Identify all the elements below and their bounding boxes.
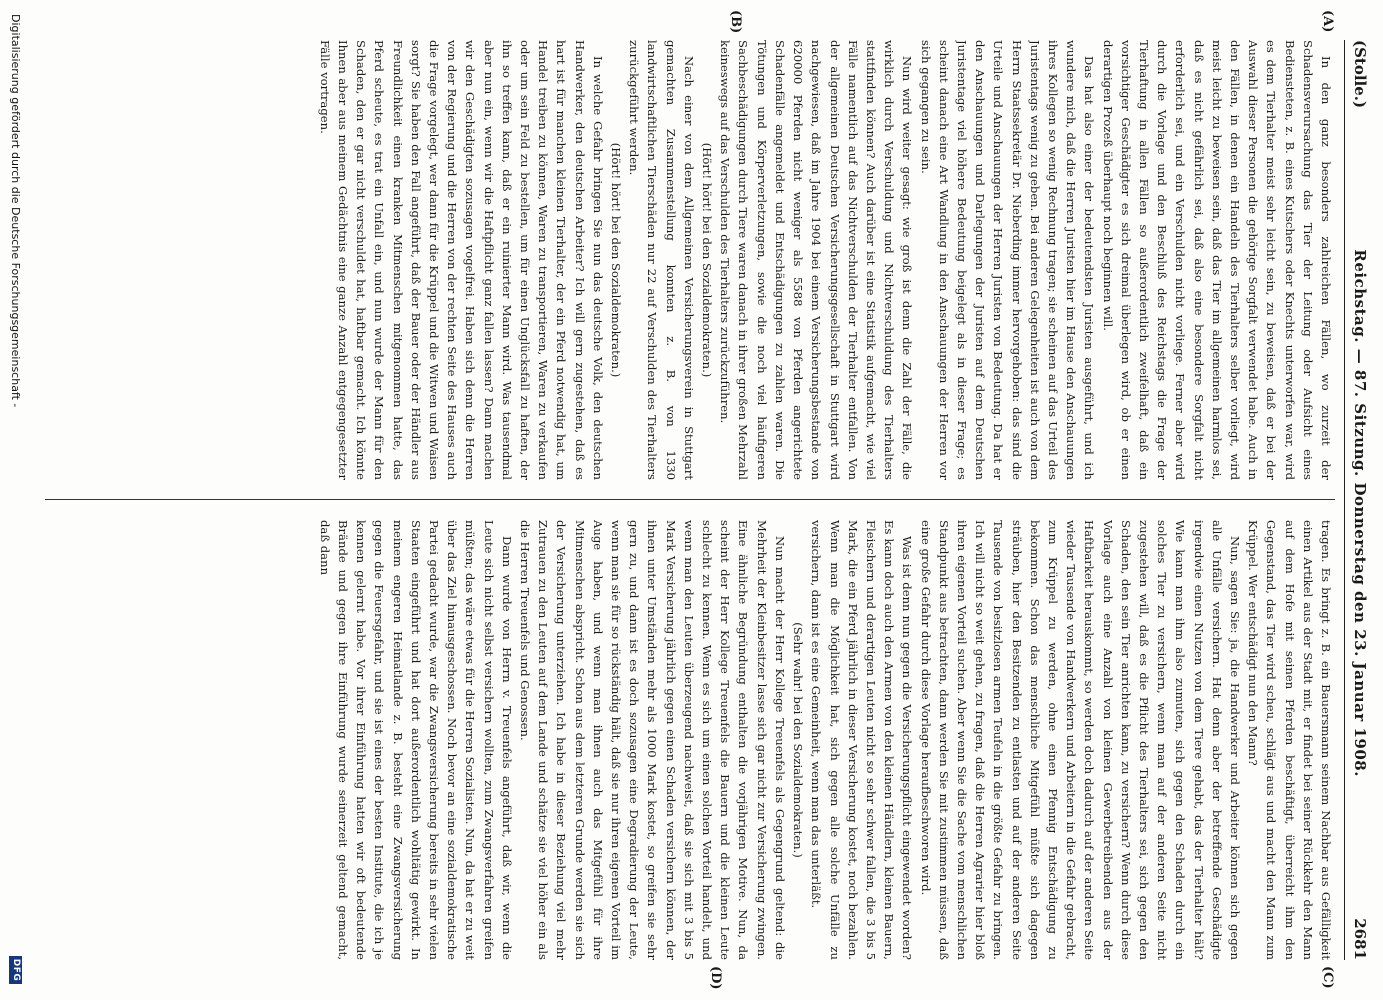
paragraph: Nun wird weiter gesagt: wie groß ist denn die Zahl der Fälle, die wirklich durch Verschuldung und Nichtverschuldung des Tierhalters stattfinden können? Auch darüber ist eine Statistik aufgemacht, wie viel Fälle namentlich auf das Nichtverschulden der Tierhalter entfallen. Von der allgemeinen Deutschen Versicherungsgesellschaft in Stuttgart wird nachgewiesen, daß im Jahre 1904 bei einem Versicherungsbestande von 620000 Pferden nicht weniger als 5588 von Pferden angerichtete Schadenfälle angemeldet und Entschädigungen zu zahlen waren. Die Tötungen und Körperverletzungen, sowie die noch viel häufigeren Sachbeschädigungen durch Tiere waren danach in ihrer großen Mehrzahl keineswegs auf das Verschulden des Tierhalters zurückzuführen. [718, 40, 915, 480]
page-header [1344, 40, 1375, 960]
speaker-label: (Stolle.) [1351, 40, 1369, 109]
right-column [45, 520, 1335, 960]
paragraph: Nun, sagen Sie: ja, die Handwerker und Arbeiter können sich gegen alle Unfälle versichern. Hat denn aber der betreffende Geschädigte irgendwie einen Nutzen von dem Tiere gehabt, das der Tierhalter hält? Wie kann man ihm also zumuten, sich gegen den Schaden durch ein solches Tier zu versichern, wenn man auf der anderen Seite nicht zugestehen will, daß es die Pflicht des Tierhalters sei, sich gegen den Schaden, den sein Tier anrichten kann, zu versichern? Wenn durch diese Vorlage auch eine Anzahl von kleinen Gewerbetreibenden aus der Haftbarkeit herauskommt, so werden doch dadurch auf der anderen Seite wieder Tausende von Handwerkern und Arbeitern in die Gefahr gebracht, zum Krüppel zu werden, ohne einen Pfennig Entschädigung zu bekommen. Schon das menschliche Mitgefühl müßte sich dagegen sträuben, hier den Besitzenden zu entlasten und auf der anderen Seite Tausende von besitzlosen armen Teufeln in die größte Gefahr zu bringen. Ich will nicht so weit gehen, zu fragen, daß die Herren Agrarier hier bloß ihren eigenen Vorteil suchen. Aber wenn Sie die Sache vom menschlichen Standpunkt aus betrachten, dann werden Sie mit zustimmen müssen, daß eine große Gefahr durch diese Vorlage heraufbeschworen wird. [918, 520, 1242, 960]
paragraph: Nun macht der Herr Kollege Treuenfels als Gegengrund geltend: die Mehrheit der Kleinbesitzer lasse sich gar nicht zur Versicherung zwingen. Eine ähnliche Begründung enthalten die vorjährigen Motive. Nun, da scheint der Herr Kollege Treuenfels die Bauern und die kleinen Leute schlecht zu kennen. Wenn es sich um einen solchen Vorteil handelt, und wenn man den Leuten überzeugend nachweist, daß sie sich mit 3 bis 5 Mark Versicherung jährlich gegen einen Schaden versichern können, der ihnen unter Umständen mehr als 1000 Mark kostet, so greifen sie sehr gern zu, und dann ist es doch sozusagen eine Degradierung der Leute, wenn man sie für so rückständig hält, daß sie nur ihren eigenen Vorteil im Auge haben, und wenn man ihnen auch das Mitgefühl für ihre Mitmenschen abspricht. Schon aus dem letzteren Grunde werden sie sich der Versicherung unterziehen. Ich habe in dieser Beziehung viel mehr Zutrauen zu den Leuten auf dem Lande und schätze sie viel höher ein als die Herren Treuenfels und Genossen. [518, 520, 787, 960]
margin-marker-a: (A) [1320, 10, 1335, 33]
interjection: (Hört! hört! bei den Sozialdemokraten.) [700, 142, 715, 378]
page-body [45, 40, 1335, 960]
margin-marker-c: (C) [1320, 966, 1335, 989]
paragraph: Das hat also einer der bedeutendsten Juristen ausgeführt, und ich wundere mich, daß die Herren Juristen hier im Hause den Anschauungen ihres Kollegen so wenig Rechnung tragen; sie scheinen auf das Urteil des Juristentags wenig zu geben. Bei anderen Gelegenheiten ist auch von dem Herrn Staatssekretär Dr. Nieberding immer hervorgehoben: das sind die Urteile und Anschauungen der Herren Juristen von Bedeutung. Da hat er den Anschauungen und Darlegungen der Juristen auf dem Deutschen Juristentage viel höhere Bedeutung beigelegt als in dieser Frage; es scheint danach eine Art Wandlung in den Anschauungen der Herren vor sich gegangen zu sein. [918, 40, 1097, 480]
paragraph: Was ist denn nun gegen die Versicherungspflicht eingewendet worden? Es kann doch auch den Armen von den kleinen Händlern, kleinen Bauern, Fleischern und derartigen Leuten nicht so sehr schwer fallen, die 3 bis 5 Mark, die ein Pferd jährlich in dieser Versicherung kostet, noch bezahlen. Wenn man die Möglichkeit hat, sich gegen alle solche Unfälle zu versichern, dann ist es eine Gemeinheit, wenn man das unterläßt. [809, 520, 915, 960]
interjection: (Sehr wahr! bei den Sozialdemokraten.) [791, 622, 806, 858]
page-number: 2681 [1351, 918, 1369, 960]
paragraph: Nach einer von dem Allgemeinen Versicherungsverein in Stuttgart gemachten Zusammenstellung konnten z. B. von 1330 landwirtschaftlichen Tierschäden nur 22 auf Verschulden des Tierhalters zurückgeführt werden. [627, 40, 696, 480]
paragraph: In den ganz besonders zahlreichen Fällen, wo zurzeit der Schadensverursachung das Tier der Leitung oder Aufsicht eines Bediensteten, z. B. eines Kutschers oder Knechts unterworfen war, wird es dem Tierhalter meist sehr leicht sein, zu beweisen, daß er bei der Auswahl dieser Personen die gehörige Sorgfalt verwendet habe. Auch in den Fällen, in denen ein Handeln des Tierhalters selber vorliegt, wird meist leicht zu beweisen sein, daß das Tier im allgemeinen harmlos sei, daß es nicht gefährlich sei, daß also eine besondere Sorgfalt nicht erforderlich sei, und ein Verschulden nicht vorliege. Ferner aber wird durch die Vorlage und den Beschluß des Reichstags die Frage der Tierhaftung in allen Fällen so außerordentlich zweifelhaft, daß ein vorsichtiger Geschädigter es sich dreimal überlegen wird, ob er einen derartigen Prozeß überhaupt noch beginnen will. [1100, 40, 1333, 480]
column-divider [45, 499, 1335, 500]
paragraph: In welche Gefahr bringen Sie nun das deutsche Volk, den deutschen Handwerker, den deutschen Arbeiter? Ich will gern zugestehen, daß es hart ist für manchen kleinen Tierhalter, der ein Pferd notwendig hat, um Handel treiben zu können, Waren zu transportieren, Waren zu verkaufen oder um sein Feld zu bestellen, um für einen Unglücksfall zu haften, der ihn so treffen kann, daß er ein ruinierter Mann wird. Was tausendmal aber nun ein, wenn wir die Haftpflicht ganz fallen lassen? Dann machen wir den Geschädigten sozusagen vogelfrei. Haben sich denn die Herren von der Regierung und die Herren von der rechten Seite des Hauses auch die Frage vorgelegt, wer dann für die Krüppel und die Witwen und Waisen sorgt? Sie haben den Fall angeführt, daß der Bauer oder der Händler aus Freundlichkeit einen kranken Mitmenschen mitgenommen hatte, das Pferd scheute, es trat ein Unfall ein, und nun wurde der Mann für den Schaden, den er gar nicht verschuldet hat, haftbar gemacht. Ich könnte Ihnen aber aus meinem Gedächtnis eine ganze Anzahl entgegengesetzter Fälle vortragen. [317, 40, 605, 480]
funding-note: Digitalisierung gefördert durch die Deutsche Forschungsgemeinschaft - [9, 14, 23, 408]
digitization-footer [1, 0, 31, 1000]
header-left [1351, 40, 1369, 108]
margin-marker-b: (B) [728, 10, 743, 34]
margin-marker-d: (D) [708, 966, 723, 990]
interjection: (Hört! hört! bei den Sozialdemokraten.) [609, 142, 624, 378]
session-title: Reichstag. — 87. Sitzung. Donnerstag den 23. Januar 1908. [1351, 249, 1369, 777]
left-column [45, 40, 1335, 480]
paragraph: Dann wurde von Herrn v. Treuenfels angeführt, daß wir, wenn die Leute sich nicht selbst versichern wollten, zum Zwangsverfahren greifen müßten; das wäre etwas für die Herren Sozialisten. Nun, da hat er zu weit über das Ziel hinausgeschossen. Noch bevor an eine sozialdemokratische Partei gedacht wurde, war die Zwangsversicherung bereits in sehr vielen Staaten eingeführt und hat dort außerordentlich wohltätig gewirkt. In meinem engeren Heimatlande z. B. besteht eine Zwangsversicherung gegen die Feuersgefahr, und sie ist eines der besten Institute, die ich je kennen gelernt habe. Vor ihrer Einführung hatten wir oft bedeutende Brände und gegen ihre Einführung wurde seinerzeit geltend gemacht, daß dann [317, 520, 514, 960]
dfg-logo-icon: DFG [10, 956, 23, 984]
paragraph: tragen. Es bringt z. B. ein Bauersmann seinem Nachbar aus Gefälligkeit einen Artikel aus der Stadt mit, er findet bei seiner Rückkehr den Mann auf dem Hofe mit seinen Pferden beschäftigt, überreicht ihm den Gegenstand, das Tier wird scheu, schlägt aus und macht den Mann zum Krüppel. Wer entschädigt nun den Mann? [1246, 520, 1333, 960]
